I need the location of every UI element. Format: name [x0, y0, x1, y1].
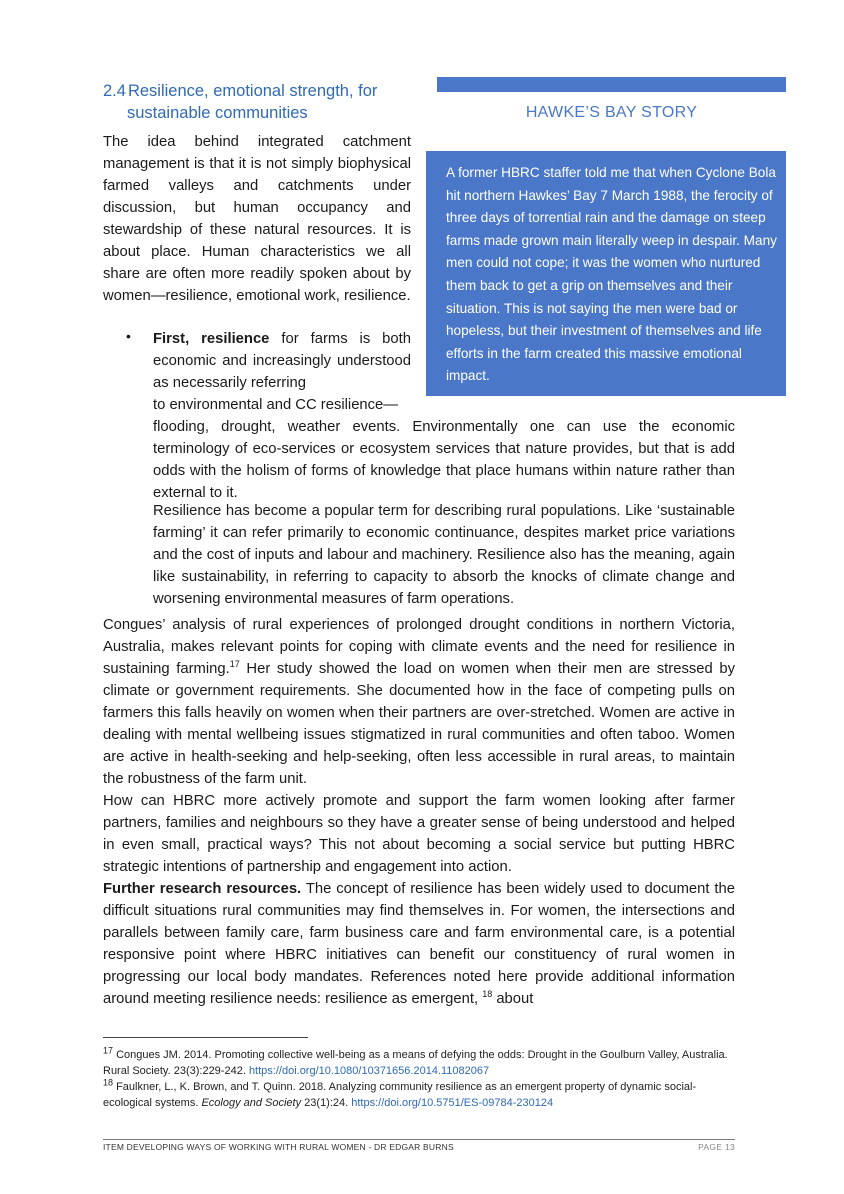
bullet-marker: • [126, 328, 131, 344]
bullet-text-a: for farms is both economic and increasingly understood as necessarily referring [153, 331, 411, 391]
sidebar-title: HAWKE’S BAY STORY [525, 104, 698, 121]
footnotes [103, 1047, 735, 1111]
bullet-paragraph-start [153, 328, 411, 394]
footnote-text: 23(1):24. [301, 1097, 352, 1109]
footnote-ref-18[interactable]: 18 [482, 989, 493, 1000]
bullet-paragraph-continued [153, 394, 735, 504]
bullet-text-b: to environmental and CC resilience— [153, 397, 399, 413]
footnote-link[interactable]: https://doi.org/10.5751/ES-09784-230124 [351, 1097, 554, 1109]
section-title-line2: sustainable communities [127, 104, 308, 122]
further-research-text: The concept of resilience has been widely used to document the difficult situations rural communities may find themselves in. For women, the intersections and parallels between family care, farm business care and farm environmental care, is a potential responsive point where HBRC initiatives can benefit our constituency of rural women in progressing our local body mandates. References noted here provide additional information around meeting resilience needs: resilience as emergent, [103, 881, 735, 1007]
bullet-text-c: flooding, drought, weather events. Environmentally one can use the economic terminology of eco-services or ecosystem services that nature provides, but that is add odds with the holism of forms of knowledge that place humans within nature rather than external to it. [153, 419, 735, 501]
resilience-paragraph: Resilience has become a popular term for describing rural populations. Like ‘sustainable farming’ it can refer primarily to economic continuance, despites market price variations and the cost of inputs and labour and machinery. Resilience also has the meaning, again like sustainability, in referring to capacity to absorb the knocks of climate change and worsening environmental measures of farm operations. [153, 503, 735, 607]
footnote-18 [103, 1079, 735, 1111]
congues-text-a: Congues’ analysis of rural experiences of prolonged drought conditions in northern Victoria, Australia, makes relevant points for coping with climate events and the need for resilience in sustaining farming. [103, 617, 735, 677]
further-research-bold: Further research resources. [103, 881, 302, 897]
footnote-ref-17[interactable]: 17 [229, 659, 240, 670]
intro-paragraph: The idea behind integrated catchment management is that it is not simply biophysical farmed valleys and catchments under discussion, but human occupancy and stewardship of these natural resources. It is about place. Human characteristics we all share are often more readily spoken about by women—resilience, emotional work, resilience. [103, 134, 411, 304]
section-number: 2.4 [103, 82, 126, 100]
footnote-text: Faulkner, L., K. Brown, and T. Quinn. 2018. Analyzing community resilience as an emergent property of dynamic social-ecological systems. [103, 1081, 697, 1109]
hbrc-paragraph: How can HBRC more actively promote and support the farm women looking after farmer partners, families and neighbours so they have a greater sense of being understood and helped in even small, practical ways? This not about becoming a social service but putting HBRC strategic intentions of partnership and engagement into action. [103, 793, 735, 875]
footer-page-number: PAGE 13 [698, 1142, 735, 1152]
section-title-line1: Resilience, emotional strength, for [127, 82, 378, 100]
footnote-divider [103, 1037, 308, 1038]
footnote-journal: Ecology and Society [201, 1097, 302, 1109]
footnote-link[interactable]: https://doi.org/10.1080/10371656.2014.11082067 [248, 1065, 490, 1077]
footer-document-title: ITEM DEVELOPING WAYS OF WORKING WITH RURAL WOMEN - DR EDGAR BURNS [103, 1142, 454, 1152]
footnote-17 [103, 1047, 735, 1079]
sidebar-story-text: A former HBRC staffer told me that when Cyclone Bola hit northern Hawkes’ Bay 7 March 1988, the ferocity of three days of torrential rain and the damage on steep farms made grown main literally weep in despair. Many men could not cope; it was the women who nurtured them back to get a grip on themselves and their situation. This is not saying the men were bad or hopeless, but their investment of themselves and life efforts in the farm created this massive emotional impact. [446, 165, 777, 384]
footnote-num: 17 [103, 1045, 114, 1056]
bullet-bold-lead: First, resilience [153, 331, 270, 347]
congues-paragraph [103, 614, 735, 790]
further-research-paragraph [103, 878, 735, 1010]
footer-divider [103, 1139, 735, 1140]
footnote-num: 18 [103, 1077, 114, 1088]
sidebar-top-bar [437, 77, 786, 92]
congues-text-b: Her study showed the load on women when their men are stressed by climate or government requirements. She documented how in the face of competing pulls on farmers this falls heavily on women when their partners are over-stretched. Women are active in dealing with mental wellbeing issues stigmatized in rural communities and often taboo. Women are active in health-seeking and help-seeking, often less accessible in rural areas, to maintain the robustness of the farm unit. [103, 661, 735, 787]
footnote-text: Congues JM. 2014. Promoting collective well-being as a means of defying the odds: Drought in the Goulburn Valley, Australia. Rural Society. 23(3):229-242. [103, 1049, 728, 1077]
further-research-end: about [492, 991, 534, 1007]
sidebar-story-box [426, 151, 786, 396]
section-heading [103, 80, 403, 124]
